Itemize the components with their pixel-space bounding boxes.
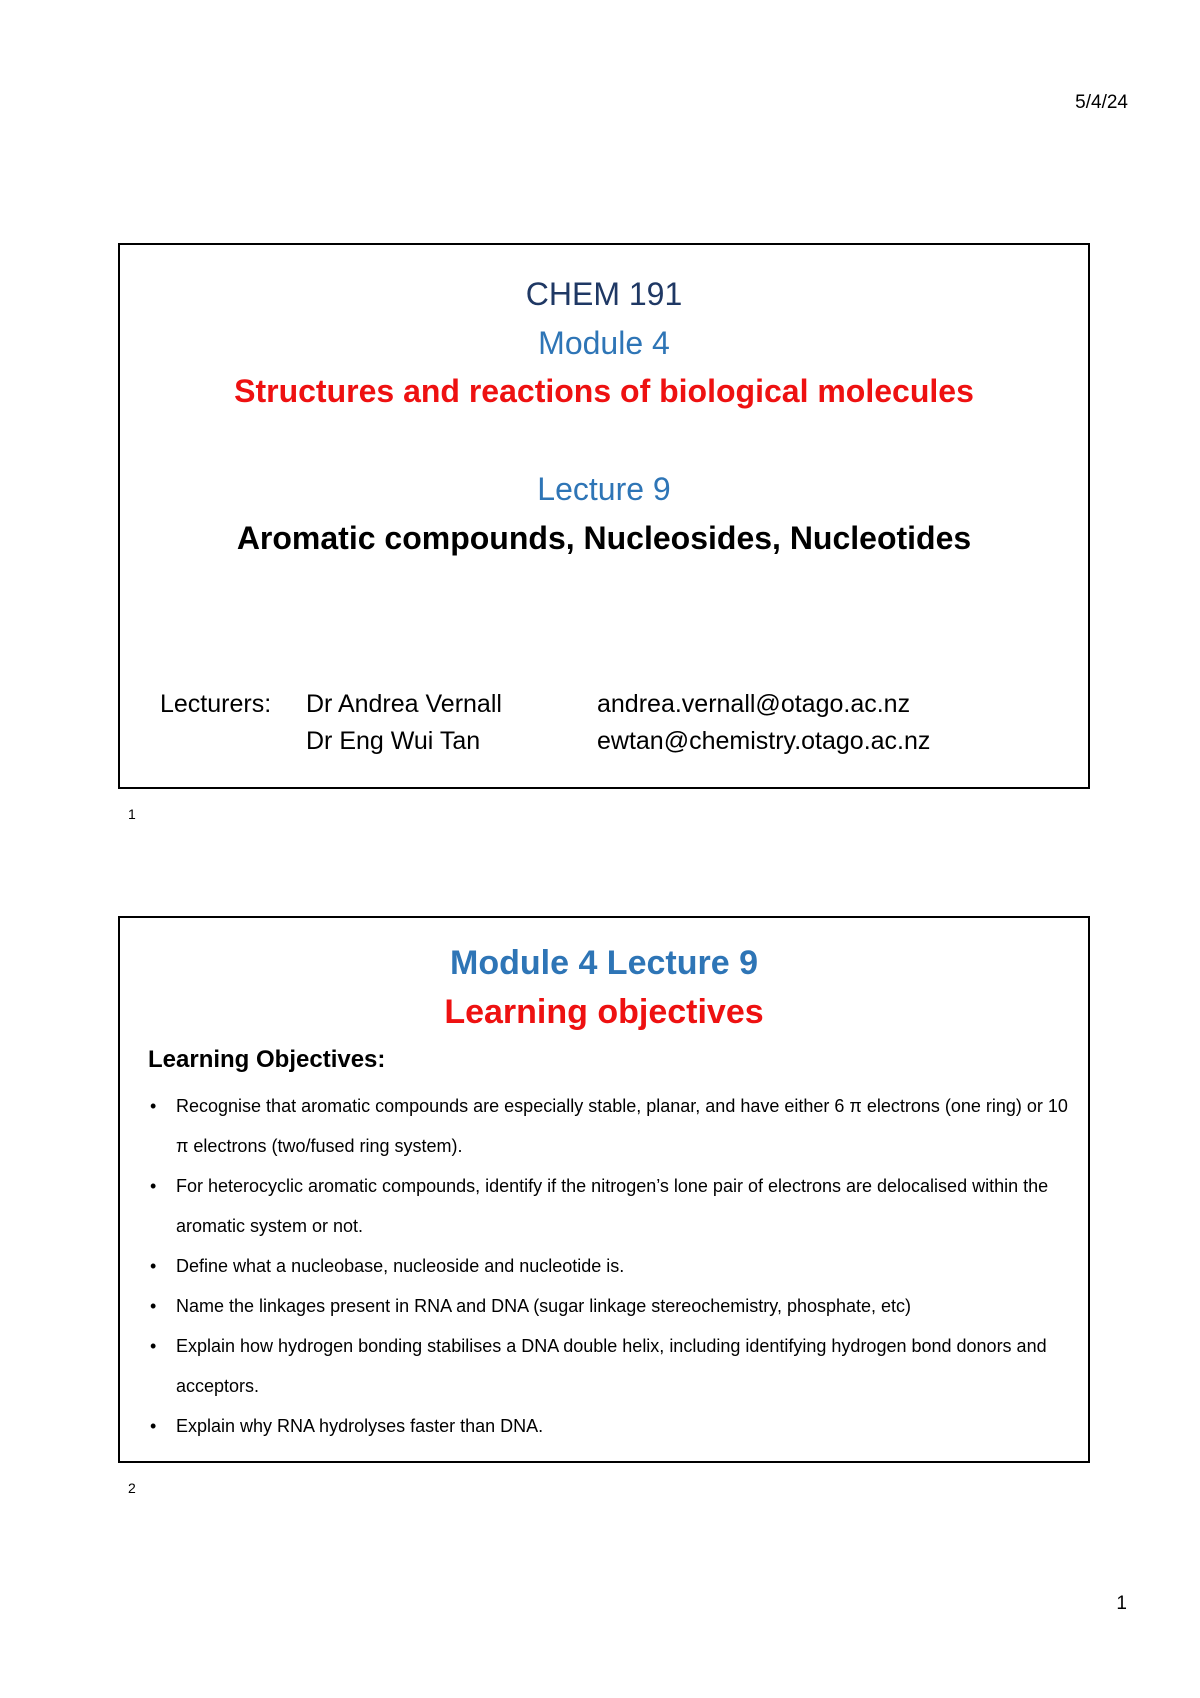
lecture-label: Lecture 9 [537, 471, 671, 507]
objective-item [148, 1086, 1068, 1166]
page-number: 1 [1116, 1593, 1127, 1614]
objective-item [148, 1406, 1068, 1446]
objective-item [148, 1286, 1068, 1326]
course-code: CHEM 191 [525, 276, 683, 312]
bullet-icon: • [150, 1296, 157, 1316]
lecture-title: Aromatic compounds, Nucleosides, Nucleotides [236, 520, 972, 556]
slide-subheading: Learning objectives [444, 993, 764, 1031]
bullet-icon: • [150, 1176, 157, 1196]
lecturer-name: Dr Andrea Vernall [306, 690, 502, 718]
module-title: Structures and reactions of biological molecules [234, 373, 974, 409]
page-date: 5/4/24 [1075, 92, 1128, 113]
bullet-icon: • [150, 1416, 157, 1436]
bullet-icon: • [150, 1336, 157, 1356]
lecturer-email: andrea.vernall@otago.ac.nz [597, 690, 911, 718]
objective-item [148, 1166, 1068, 1246]
objective-text: Define what a nucleobase, nucleoside and nucleotide is. [176, 1256, 625, 1276]
objective-text: Name the linkages present in RNA and DNA (sugar linkage stereochemistry, phosphate, etc) [176, 1296, 912, 1316]
objective-text: Explain why RNA hydrolyses faster than DNA. [176, 1416, 544, 1436]
objective-text: Explain how hydrogen bonding stabilises a DNA double helix, including identifying hydrogen bond donors and acceptors. [176, 1336, 1047, 1396]
slide-number: 1 [128, 806, 136, 822]
lecturer-email: ewtan@chemistry.otago.ac.nz [597, 727, 931, 755]
objective-item [148, 1246, 1068, 1286]
module-label: Module 4 [538, 325, 670, 361]
bullet-icon: • [150, 1096, 157, 1116]
objectives-list [148, 1086, 1068, 1446]
slide-number: 2 [128, 1480, 136, 1496]
title-slide [118, 243, 1090, 789]
objectives-slide [118, 916, 1090, 1463]
objectives-title: Learning Objectives: [148, 1046, 386, 1073]
objective-text: Recognise that aromatic compounds are especially stable, planar, and have either 6 π electrons (one ring) or 10 π electrons (two/fused ring system). [176, 1096, 1068, 1156]
slide-heading: Module 4 Lecture 9 [450, 944, 758, 982]
objective-item [148, 1326, 1068, 1406]
objective-text: For heterocyclic aromatic compounds, identify if the nitrogen’s lone pair of electrons are delocalised within the aromatic system or not. [176, 1176, 1049, 1236]
lecturers-label: Lecturers: [160, 690, 272, 718]
bullet-icon: • [150, 1256, 157, 1276]
lecturer-name: Dr Eng Wui Tan [306, 727, 481, 755]
